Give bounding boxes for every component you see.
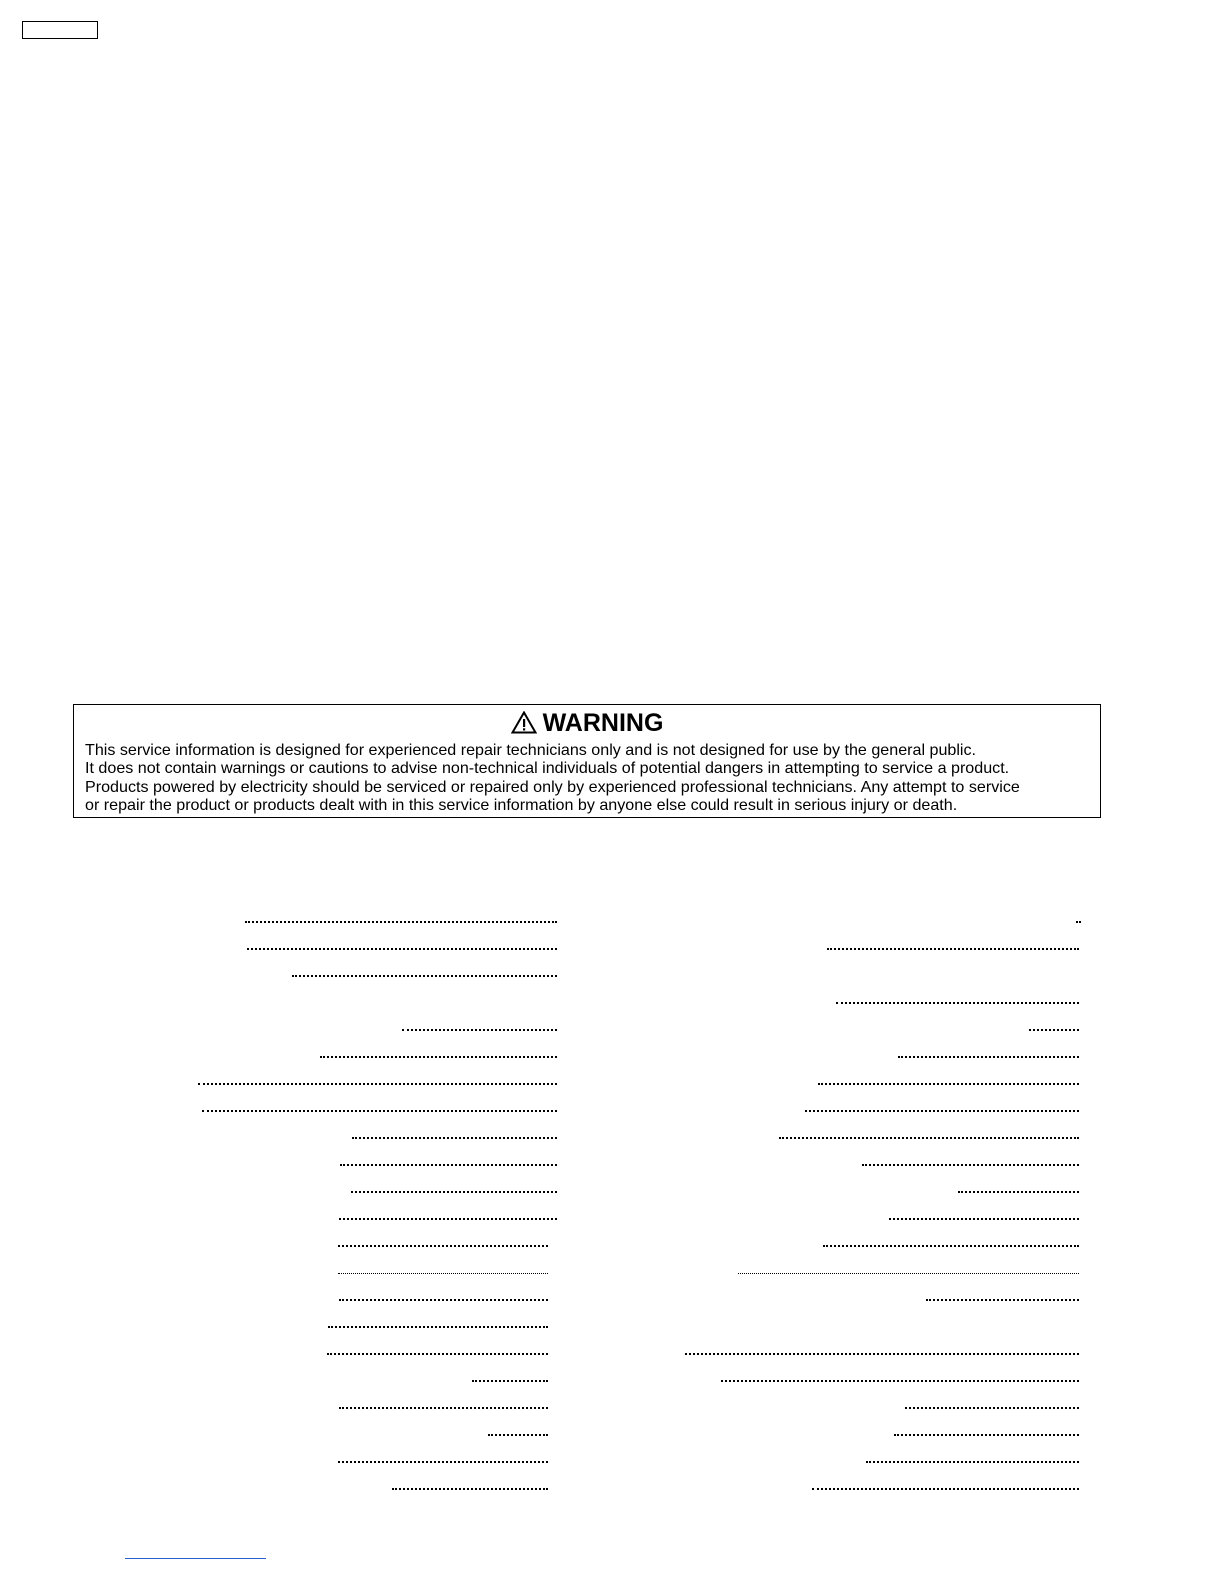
toc-leader	[320, 1056, 557, 1058]
toc-leader	[926, 1299, 1079, 1301]
toc-leader	[245, 921, 557, 923]
toc-leader	[338, 1245, 548, 1247]
toc-leader	[894, 1434, 1079, 1436]
toc-leader	[958, 1191, 1079, 1193]
warning-line: Products powered by electricity should be serviced or repaired only by experienced professional technicians. Any attempt to service	[85, 777, 1020, 796]
warning-triangle-icon	[511, 711, 537, 734]
toc-leader	[738, 1273, 1079, 1274]
toc-leader	[488, 1434, 548, 1436]
toc-leader	[836, 1002, 1079, 1004]
toc-leader	[292, 975, 557, 977]
toc-leader	[823, 1245, 1079, 1247]
toc-leader	[866, 1461, 1079, 1463]
toc-leader	[779, 1137, 1079, 1139]
toc-leader	[340, 1164, 557, 1166]
warning-line: It does not contain warnings or cautions to advise non-technical individuals of potential dangers in attempting to service a product.	[85, 759, 1010, 778]
toc-leader	[1029, 1029, 1079, 1031]
toc-leader	[721, 1380, 1079, 1382]
toc-leader	[392, 1488, 548, 1490]
toc-leader	[202, 1110, 557, 1112]
toc-leader	[862, 1164, 1079, 1166]
warning-text	[85, 741, 1092, 815]
toc-leader	[351, 1191, 557, 1193]
toc-leader	[352, 1137, 557, 1139]
toc-leader	[812, 1488, 1079, 1490]
toc-leader	[472, 1380, 548, 1382]
warning-title: WARNING	[542, 709, 664, 737]
toc-leader	[1076, 921, 1079, 923]
toc-leader	[338, 1273, 548, 1274]
toc-leader	[827, 948, 1079, 950]
warning-line: This service information is designed for experienced repair technicians only and is not designed for use by the general public.	[85, 741, 977, 759]
footer-link-underline[interactable]	[125, 1558, 266, 1559]
toc-leader	[889, 1218, 1079, 1220]
toc-leader	[685, 1353, 1079, 1355]
toc-leader	[339, 1299, 548, 1301]
toc-leader	[198, 1083, 557, 1085]
warning-heading	[74, 709, 1100, 737]
toc-leader	[247, 948, 557, 950]
toc-leader	[338, 1461, 548, 1463]
toc-leader	[905, 1407, 1079, 1409]
toc-leader	[818, 1083, 1079, 1085]
header-model-box	[22, 21, 98, 39]
toc-leader	[339, 1218, 557, 1220]
toc-leader	[402, 1029, 557, 1031]
toc-leader	[339, 1407, 548, 1409]
warning-line: or repair the product or products dealt with in this service information by anyone else could result in serious injury or death.	[85, 796, 958, 815]
toc-leader	[327, 1353, 548, 1355]
toc-leader	[898, 1056, 1079, 1058]
warning-box	[73, 704, 1101, 818]
toc-leader	[328, 1326, 548, 1328]
toc-leader	[805, 1110, 1079, 1112]
